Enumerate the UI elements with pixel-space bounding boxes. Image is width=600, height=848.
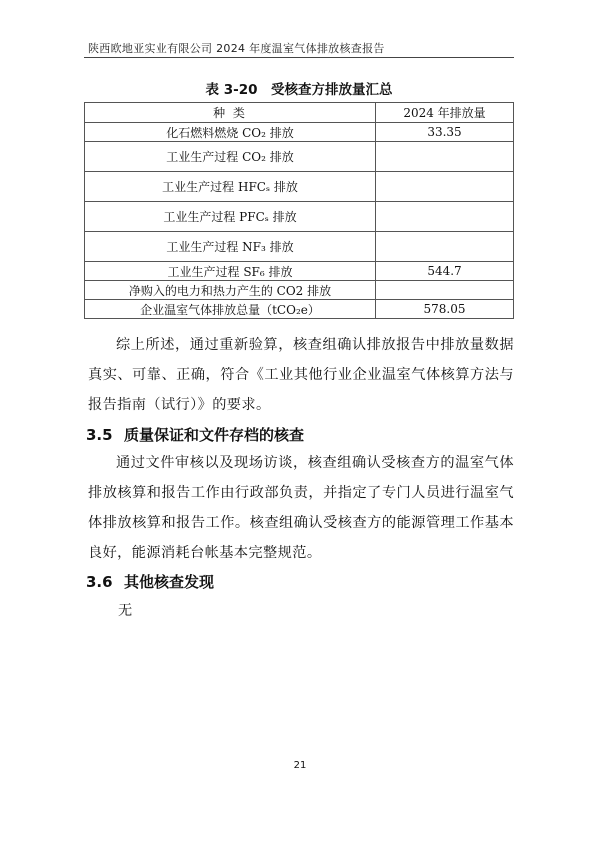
section-heading-3-6	[86, 571, 214, 592]
column-header-year: 2024 年排放量	[376, 103, 514, 123]
section-number: 3.6	[86, 573, 113, 591]
table-row	[85, 172, 514, 202]
row-type: 企业温室气体排放总量（tCO₂e）	[85, 300, 376, 319]
table-row	[85, 281, 514, 300]
table-caption: 表 3-20 受核查方排放量汇总	[205, 82, 393, 98]
table-header-row	[85, 103, 514, 123]
row-type: 化石燃料燃烧 CO₂ 排放	[85, 123, 376, 142]
table-row-total	[85, 300, 514, 319]
column-header-type: 种 类	[85, 103, 376, 123]
table-row	[85, 142, 514, 172]
section-number: 3.5	[86, 426, 113, 444]
row-value	[376, 172, 514, 202]
row-type: 工业生产过程 SF₆ 排放	[85, 262, 376, 281]
row-value: 578.05	[376, 300, 514, 319]
row-type: 工业生产过程 NF₃ 排放	[85, 232, 376, 262]
page-number: 21	[293, 760, 307, 771]
table-row	[85, 262, 514, 281]
section-title: 质量保证和文件存档的核查	[124, 426, 305, 444]
row-type: 工业生产过程 CO₂ 排放	[85, 142, 376, 172]
row-value	[376, 202, 514, 232]
page-header: 陕西欧地亚实业有限公司 2024 年度温室气体排放核查报告	[88, 42, 385, 55]
row-type: 净购入的电力和热力产生的 CO2 排放	[85, 281, 376, 300]
table-row	[85, 123, 514, 142]
table-row	[85, 232, 514, 262]
row-value	[376, 232, 514, 262]
row-type: 工业生产过程 PFCₛ 排放	[85, 202, 376, 232]
section-3-5-body: 通过文件审核以及现场访谈，核查组确认受核查方的温室气体排放核算和报告工作由行政部负责，并指定了专门人员进行温室气体排放核算和报告工作。核查组确认受核查方的能源管理工作基本良好，能源消耗台帐基本完整规范。	[88, 455, 514, 561]
row-value	[376, 142, 514, 172]
header-rule	[84, 57, 514, 58]
row-value	[376, 281, 514, 300]
row-type: 工业生产过程 HFCₛ 排放	[85, 172, 376, 202]
section-3-6-body: 无	[118, 603, 133, 619]
emission-summary-table	[84, 102, 514, 319]
summary-paragraph: 综上所述，通过重新验算，核查组确认排放报告中排放量数据真实、可靠、正确，符合《工业其他行业企业温室气体核算方法与报告指南（试行）》的要求。	[88, 337, 514, 413]
row-value: 544.7	[376, 262, 514, 281]
table-row	[85, 202, 514, 232]
row-value: 33.35	[376, 123, 514, 142]
section-heading-3-5	[86, 424, 304, 445]
section-title: 其他核查发现	[124, 573, 215, 591]
